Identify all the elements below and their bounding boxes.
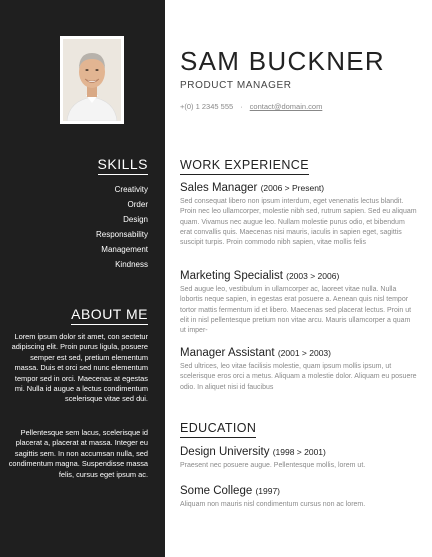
skill-item: Creativity xyxy=(114,185,148,194)
work-entry xyxy=(180,347,418,393)
school-name: Some College xyxy=(180,485,253,497)
work-entry-title xyxy=(180,347,418,359)
contact-line xyxy=(180,102,322,111)
about-paragraph: Lorem ipsum dolor sit amet, con sectetur adipiscing elit. Proin purus ligula, posuere semper est sed, pretium elementum massa. Duis et orci sed nunc elementum tempor sed in orci. Maecenas at egestas mi. Nulla id augue a lectus condimentum scelerisque vitae sed dui. xyxy=(11,332,148,404)
skill-item: Management xyxy=(101,245,148,254)
phone-number: +(0) 1 2345 555 xyxy=(180,102,234,111)
skill-item: Kindness xyxy=(115,260,148,269)
job-title: PRODUCT MANAGER xyxy=(180,80,292,91)
work-entry-description: Sed ultrices, leo vitae facilisis molestie, quam ipsum mollis ipsum, ut scelerisque eros orci a metus. Aliquam a molestie dolor. Aliquam eu posuere odio. In aliquet nisi id faucibus xyxy=(180,363,417,391)
about-paragraph: Pellentesque sem lacus, scelerisque id placerat a, placerat at massa. Integer eu sagittis sem. In non accumsan nulla, sed condimentum magna. Suspendisse massa felis, cursus eget ipsum ac. xyxy=(8,428,148,479)
position-name: Sales Manager xyxy=(180,182,258,194)
school-name: Design University xyxy=(180,446,270,458)
work-entry-title xyxy=(180,182,418,194)
skill-item: Design xyxy=(123,215,148,224)
skills-list xyxy=(28,182,148,272)
email-link[interactable]: contact@domain.com xyxy=(249,102,323,111)
education-entry-title xyxy=(180,446,418,458)
work-entry xyxy=(180,270,418,336)
position-name: Manager Assistant xyxy=(180,347,275,359)
portrait-photo-icon xyxy=(63,39,121,121)
skill-item: Order xyxy=(127,200,148,209)
education-entry-description: Praesent nec posuere augue. Pellentesque mollis, lorem ut. xyxy=(180,462,366,469)
education-entry-description: Aliquam non mauris nisl condimentum cursus non ac lorem. xyxy=(180,501,366,508)
skills-heading: SKILLS xyxy=(98,156,148,175)
work-experience-heading: WORK EXPERIENCE xyxy=(180,158,309,175)
skill-item: Responsability xyxy=(95,230,148,239)
sidebar xyxy=(0,0,165,557)
school-dates: (1997) xyxy=(255,486,281,496)
work-entry-description: Sed augue leo, vestibulum in ullamcorper ac, laoreet vitae nulla. Nulla lobortis neque sapien, in egestas erat posuere a. Aenean quis nisl tempor tortor mattis fermentum id et libero. Maecenas sed placerat lectus. Proin ut elit in nisl pellentesque pretium non vitae arcu. Mauris ullamcorper a quam ut imper- xyxy=(180,286,412,335)
education-entry-title xyxy=(180,485,418,497)
work-entry-title xyxy=(180,270,418,282)
work-entry-description: Sed consequat libero non ipsum interdum, eget venenatis lectus blandit. Proin nec leo ullamcorper, molestie nibh sed, rutrum sapien. Sed eu aliquam quam. Vivamus nec augue leo. Nullam molestie purus odio, et bibendum erat convallis quis. Maecenas nisi mauris, iaculis in sapien eget, sagittis suscipit turpis. Proin commodo nibh sapien, vitae mollis felis xyxy=(180,198,417,247)
position-dates: (2001 > 2003) xyxy=(277,348,331,358)
contact-separator: · xyxy=(240,102,243,111)
position-dates: (2006 > Present) xyxy=(260,183,325,193)
school-dates: (1998 > 2001) xyxy=(272,447,326,457)
position-dates: (2003 > 2006) xyxy=(286,271,340,281)
candidate-name: SAM BUCKNER xyxy=(180,46,385,76)
about-heading: ABOUT ME xyxy=(71,306,148,325)
education-heading: EDUCATION xyxy=(180,421,256,438)
work-entry xyxy=(180,182,418,248)
profile-photo xyxy=(60,36,124,124)
position-name: Marketing Specialist xyxy=(180,270,283,282)
education-entry xyxy=(180,485,418,510)
education-entry xyxy=(180,446,418,471)
